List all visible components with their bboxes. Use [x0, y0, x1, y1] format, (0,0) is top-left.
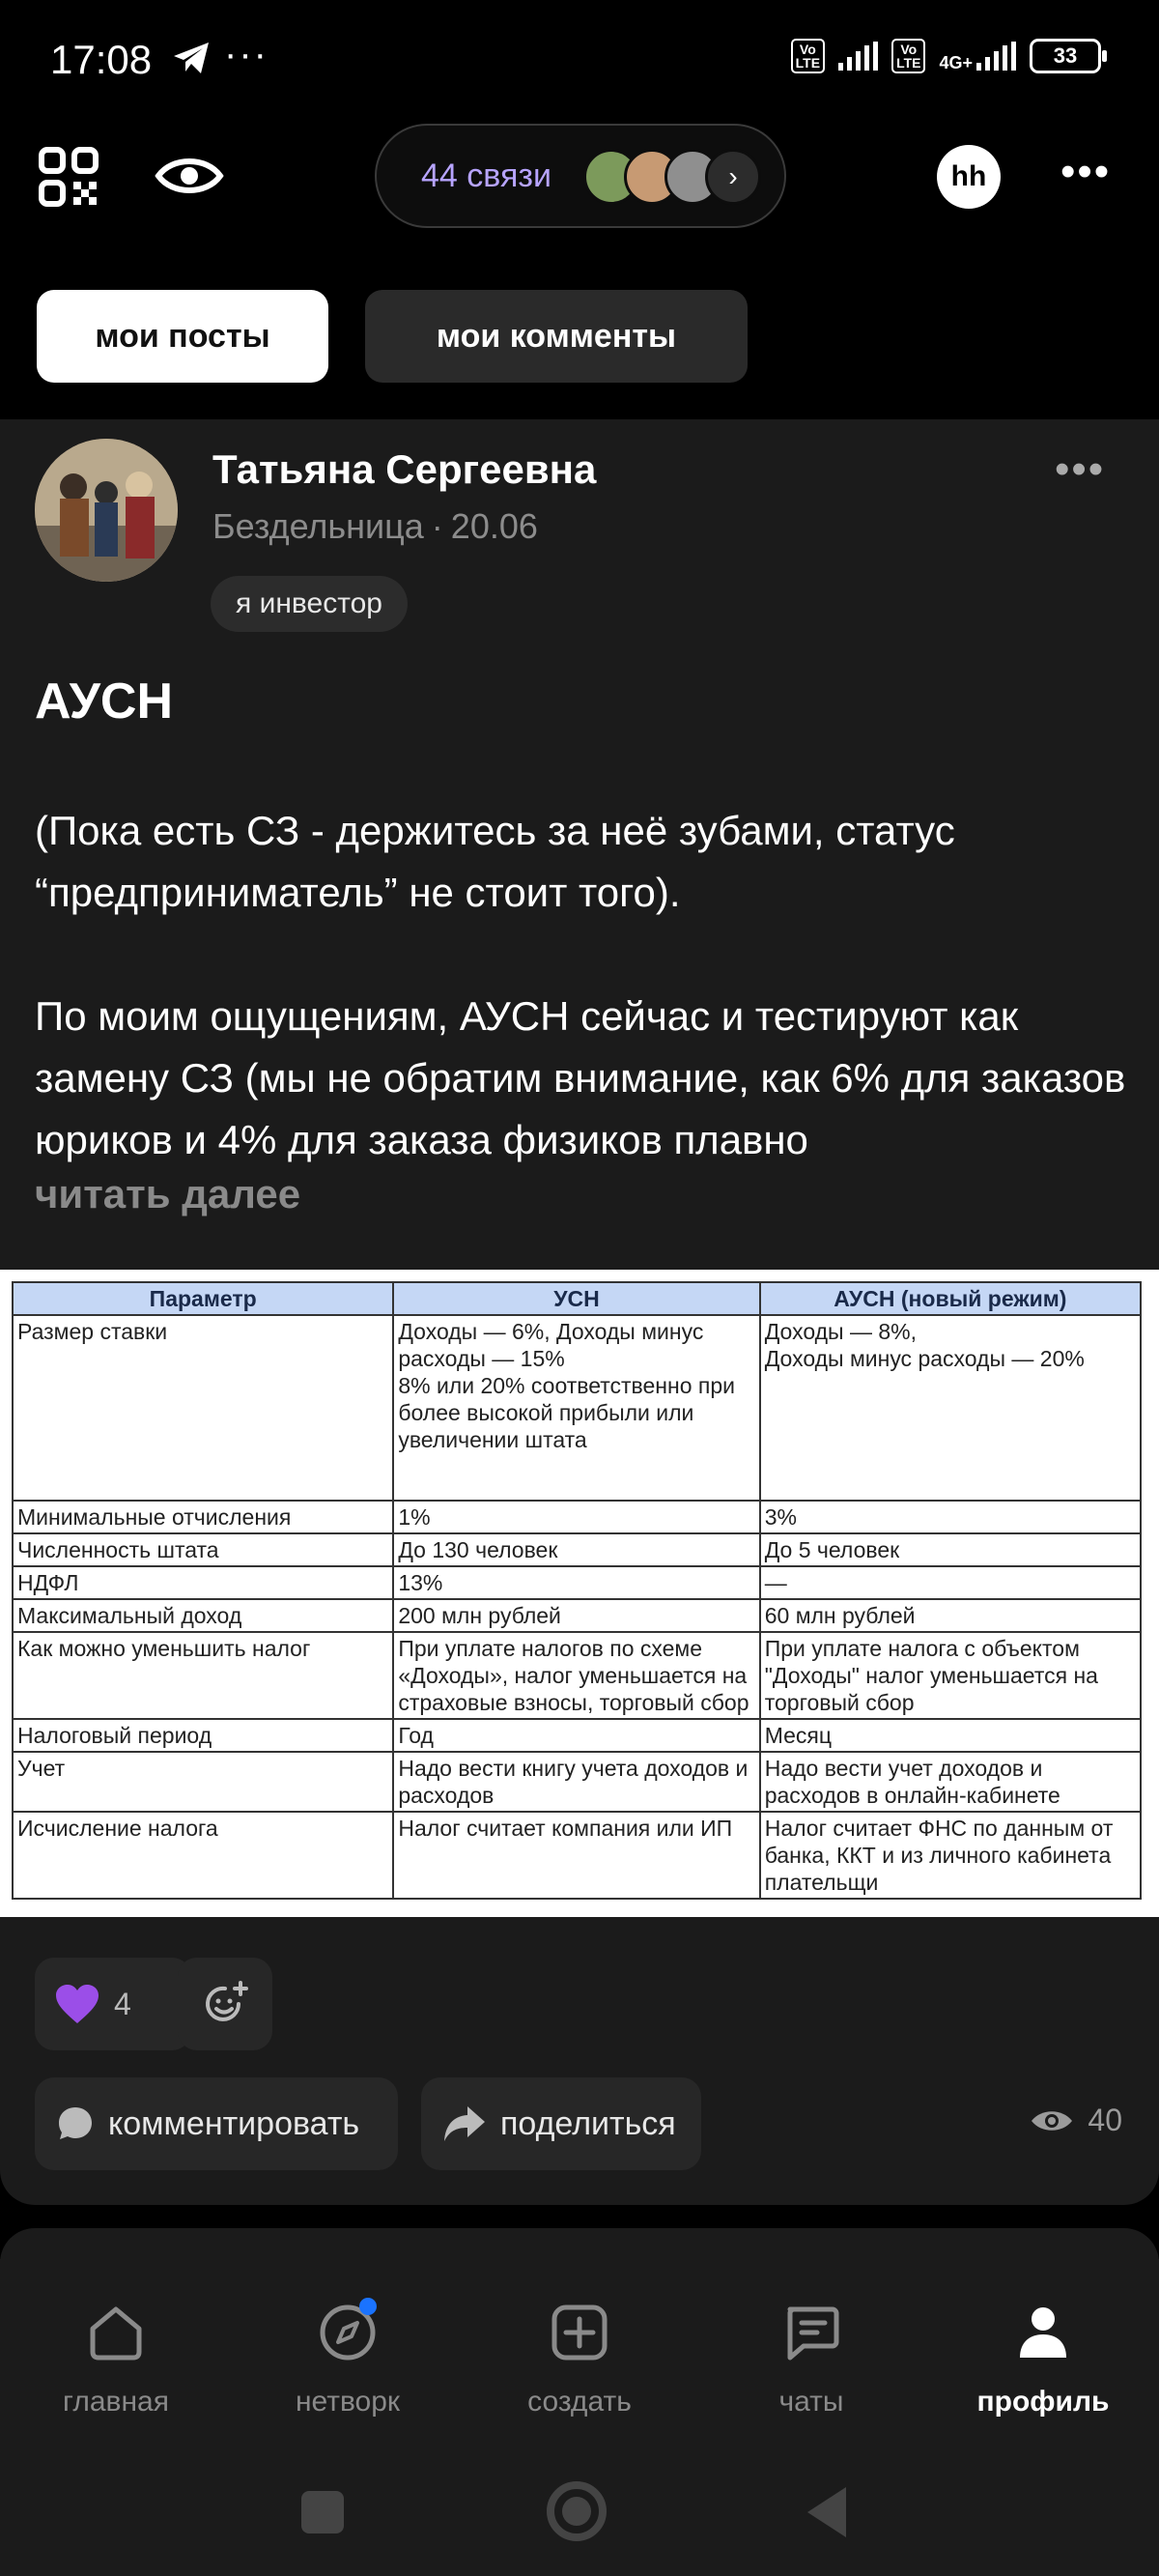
- purple-heart-icon: [54, 1983, 100, 2025]
- nav-home[interactable]: [19, 2302, 212, 2419]
- volte-icon: Vo LTE: [891, 39, 925, 73]
- table-cell: Размер ставки: [13, 1315, 393, 1501]
- nav-label: создать: [527, 2386, 632, 2418]
- table-cell: Надо вести учет доходов и расходов в онлайн-кабинете: [760, 1752, 1141, 1812]
- chevron-right-icon: ›: [705, 149, 761, 205]
- eye-icon[interactable]: [155, 153, 224, 199]
- table-cell: 3%: [760, 1501, 1141, 1533]
- nav-network[interactable]: [251, 2302, 444, 2419]
- comment-label: комментировать: [108, 2104, 360, 2142]
- home-icon: [85, 2302, 147, 2363]
- system-navigation-bar: [0, 2441, 1159, 2576]
- tab-my-posts[interactable]: мои посты: [37, 290, 328, 383]
- add-emoji-icon: [200, 1979, 250, 2029]
- table-cell: Налог считает ФНС по данным от банка, ККТ и из личного кабинета плательщи: [760, 1812, 1141, 1899]
- table-cell: 200 млн рублей: [393, 1599, 759, 1632]
- author-status: Бездельница: [212, 506, 424, 546]
- table-cell: Минимальные отчисления: [13, 1501, 393, 1533]
- post-date: 20.06: [450, 506, 538, 546]
- post-paragraph: По моим ощущениям, АУСН сейчас и тестируют как замену СЗ (мы не обратим внимание, как 6% для заказов юриков и 4% для заказа физиков плавно: [35, 993, 1126, 1162]
- table-cell-line: Доходы — 8%,: [764, 1319, 917, 1344]
- post-tag[interactable]: я инвестор: [211, 576, 408, 632]
- table-header: Параметр: [13, 1282, 393, 1315]
- table-cell: 60 млн рублей: [760, 1599, 1141, 1632]
- table-cell: 13%: [393, 1566, 759, 1599]
- profile-tabs: [37, 290, 748, 383]
- more-notifications-icon: ···: [224, 33, 269, 75]
- table-row: [13, 1599, 1141, 1632]
- table-cell: До 5 человек: [760, 1533, 1141, 1566]
- comment-icon: [56, 2104, 95, 2143]
- table-cell: Как можно уменьшить налог: [13, 1632, 393, 1719]
- notification-dot: [359, 2298, 377, 2315]
- post-card: [0, 419, 1159, 2205]
- table-row: [13, 1719, 1141, 1752]
- table-cell: Максимальный доход: [13, 1599, 393, 1632]
- profile-avatar[interactable]: hh: [937, 145, 1001, 209]
- table-cell: Численность штата: [13, 1533, 393, 1566]
- status-bar: [0, 0, 1159, 126]
- eye-icon: [1030, 2106, 1074, 2135]
- table-cell: НДФЛ: [13, 1566, 393, 1599]
- nav-label: профиль: [976, 2386, 1110, 2418]
- nav-chats[interactable]: [715, 2302, 908, 2419]
- table-cell: Налоговый период: [13, 1719, 393, 1752]
- table-cell: [393, 1315, 759, 1501]
- table-cell: 1%: [393, 1501, 759, 1533]
- table-cell: До 130 человек: [393, 1533, 759, 1566]
- table-header: УСН: [393, 1282, 759, 1315]
- recents-button[interactable]: [301, 2491, 344, 2533]
- table-cell-line: 8% или 20% соответственно при более высокой прибыли или увеличении штата: [398, 1373, 735, 1452]
- table-cell: При уплате налогов по схеме «Доходы», налог уменьшается на страховые взносы, торговый сбор: [393, 1632, 759, 1719]
- plus-square-icon: [549, 2302, 610, 2363]
- reaction-count: 4: [114, 1986, 131, 2021]
- nav-create[interactable]: [483, 2302, 676, 2419]
- post-body: [35, 800, 1126, 1171]
- author-photo: [35, 439, 178, 582]
- nav-label: чаты: [778, 2386, 844, 2418]
- table-row: [13, 1315, 1141, 1501]
- home-button[interactable]: [547, 2481, 607, 2541]
- views-counter: [1030, 2103, 1122, 2138]
- table-cell: Месяц: [760, 1719, 1141, 1752]
- table-row: [13, 1752, 1141, 1812]
- back-button[interactable]: [807, 2487, 846, 2537]
- post-paragraph: (Пока есть СЗ - держитесь за неё зубами, статус “предприниматель” не стоит того).: [35, 808, 955, 915]
- connections-button[interactable]: [375, 124, 786, 228]
- post-more-icon[interactable]: •••: [1055, 445, 1106, 493]
- table-cell: Учет: [13, 1752, 393, 1812]
- table-cell: —: [760, 1566, 1141, 1599]
- table-row: [13, 1566, 1141, 1599]
- top-bar: [0, 124, 1159, 230]
- tab-my-comments[interactable]: мои комменты: [365, 290, 748, 383]
- post-image-table[interactable]: [0, 1270, 1159, 1917]
- volte-icon: Vo LTE: [791, 39, 825, 73]
- qr-code-icon[interactable]: [39, 147, 99, 207]
- bottom-navigation: [0, 2259, 1159, 2441]
- signal-icon: [976, 42, 1016, 71]
- more-options-icon[interactable]: •••: [1060, 148, 1112, 195]
- table-cell: Надо вести книгу учета доходов и расходов: [393, 1752, 759, 1812]
- author-name[interactable]: Татьяна Сергеевна: [212, 446, 597, 492]
- nav-label: нетворк: [295, 2386, 401, 2418]
- table-cell: При уплате налога с объектом "Доходы" налог уменьшается на торговый сбор: [760, 1632, 1141, 1719]
- connections-label: 44 связи: [421, 157, 551, 194]
- add-reaction-button[interactable]: [178, 1958, 272, 2050]
- share-icon: [442, 2104, 487, 2143]
- nav-label: главная: [63, 2386, 169, 2418]
- status-time: 17:08: [50, 37, 153, 82]
- table-cell: Исчисление налога: [13, 1812, 393, 1899]
- author-meta: Бездельница · 20.06: [212, 506, 538, 546]
- comparison-table: [12, 1281, 1142, 1900]
- person-icon: [1012, 2302, 1074, 2363]
- table-cell-line: Доходы минус расходы — 20%: [764, 1346, 1085, 1371]
- read-more-link[interactable]: читать далее: [35, 1171, 301, 1216]
- post-title: АУСН: [35, 673, 174, 730]
- share-button[interactable]: [421, 2077, 701, 2170]
- network-type: 4G+: [939, 42, 1016, 71]
- table-header-row: [13, 1282, 1141, 1315]
- comment-button[interactable]: [35, 2077, 398, 2170]
- table-row: [13, 1632, 1141, 1719]
- author-avatar[interactable]: [35, 439, 178, 582]
- heart-reaction-button[interactable]: [35, 1958, 191, 2050]
- connection-avatars: [583, 149, 761, 205]
- table-row: [13, 1812, 1141, 1899]
- status-indicators: [791, 39, 1101, 73]
- table-cell-line: Доходы — 6%, Доходы минус расходы — 15%: [398, 1319, 704, 1371]
- nav-profile[interactable]: [947, 2302, 1140, 2419]
- telegram-icon: [172, 41, 211, 75]
- share-label: поделиться: [500, 2104, 676, 2142]
- table-cell: [760, 1315, 1141, 1501]
- table-row: [13, 1533, 1141, 1566]
- battery-icon: 33: [1030, 39, 1101, 73]
- chat-icon: [780, 2302, 842, 2363]
- table-cell: Налог считает компания или ИП: [393, 1812, 759, 1899]
- table-row: [13, 1501, 1141, 1533]
- signal-icon: [838, 42, 878, 71]
- table-header: АУСН (новый режим): [760, 1282, 1141, 1315]
- views-count: 40: [1088, 2103, 1122, 2137]
- table-cell: Год: [393, 1719, 759, 1752]
